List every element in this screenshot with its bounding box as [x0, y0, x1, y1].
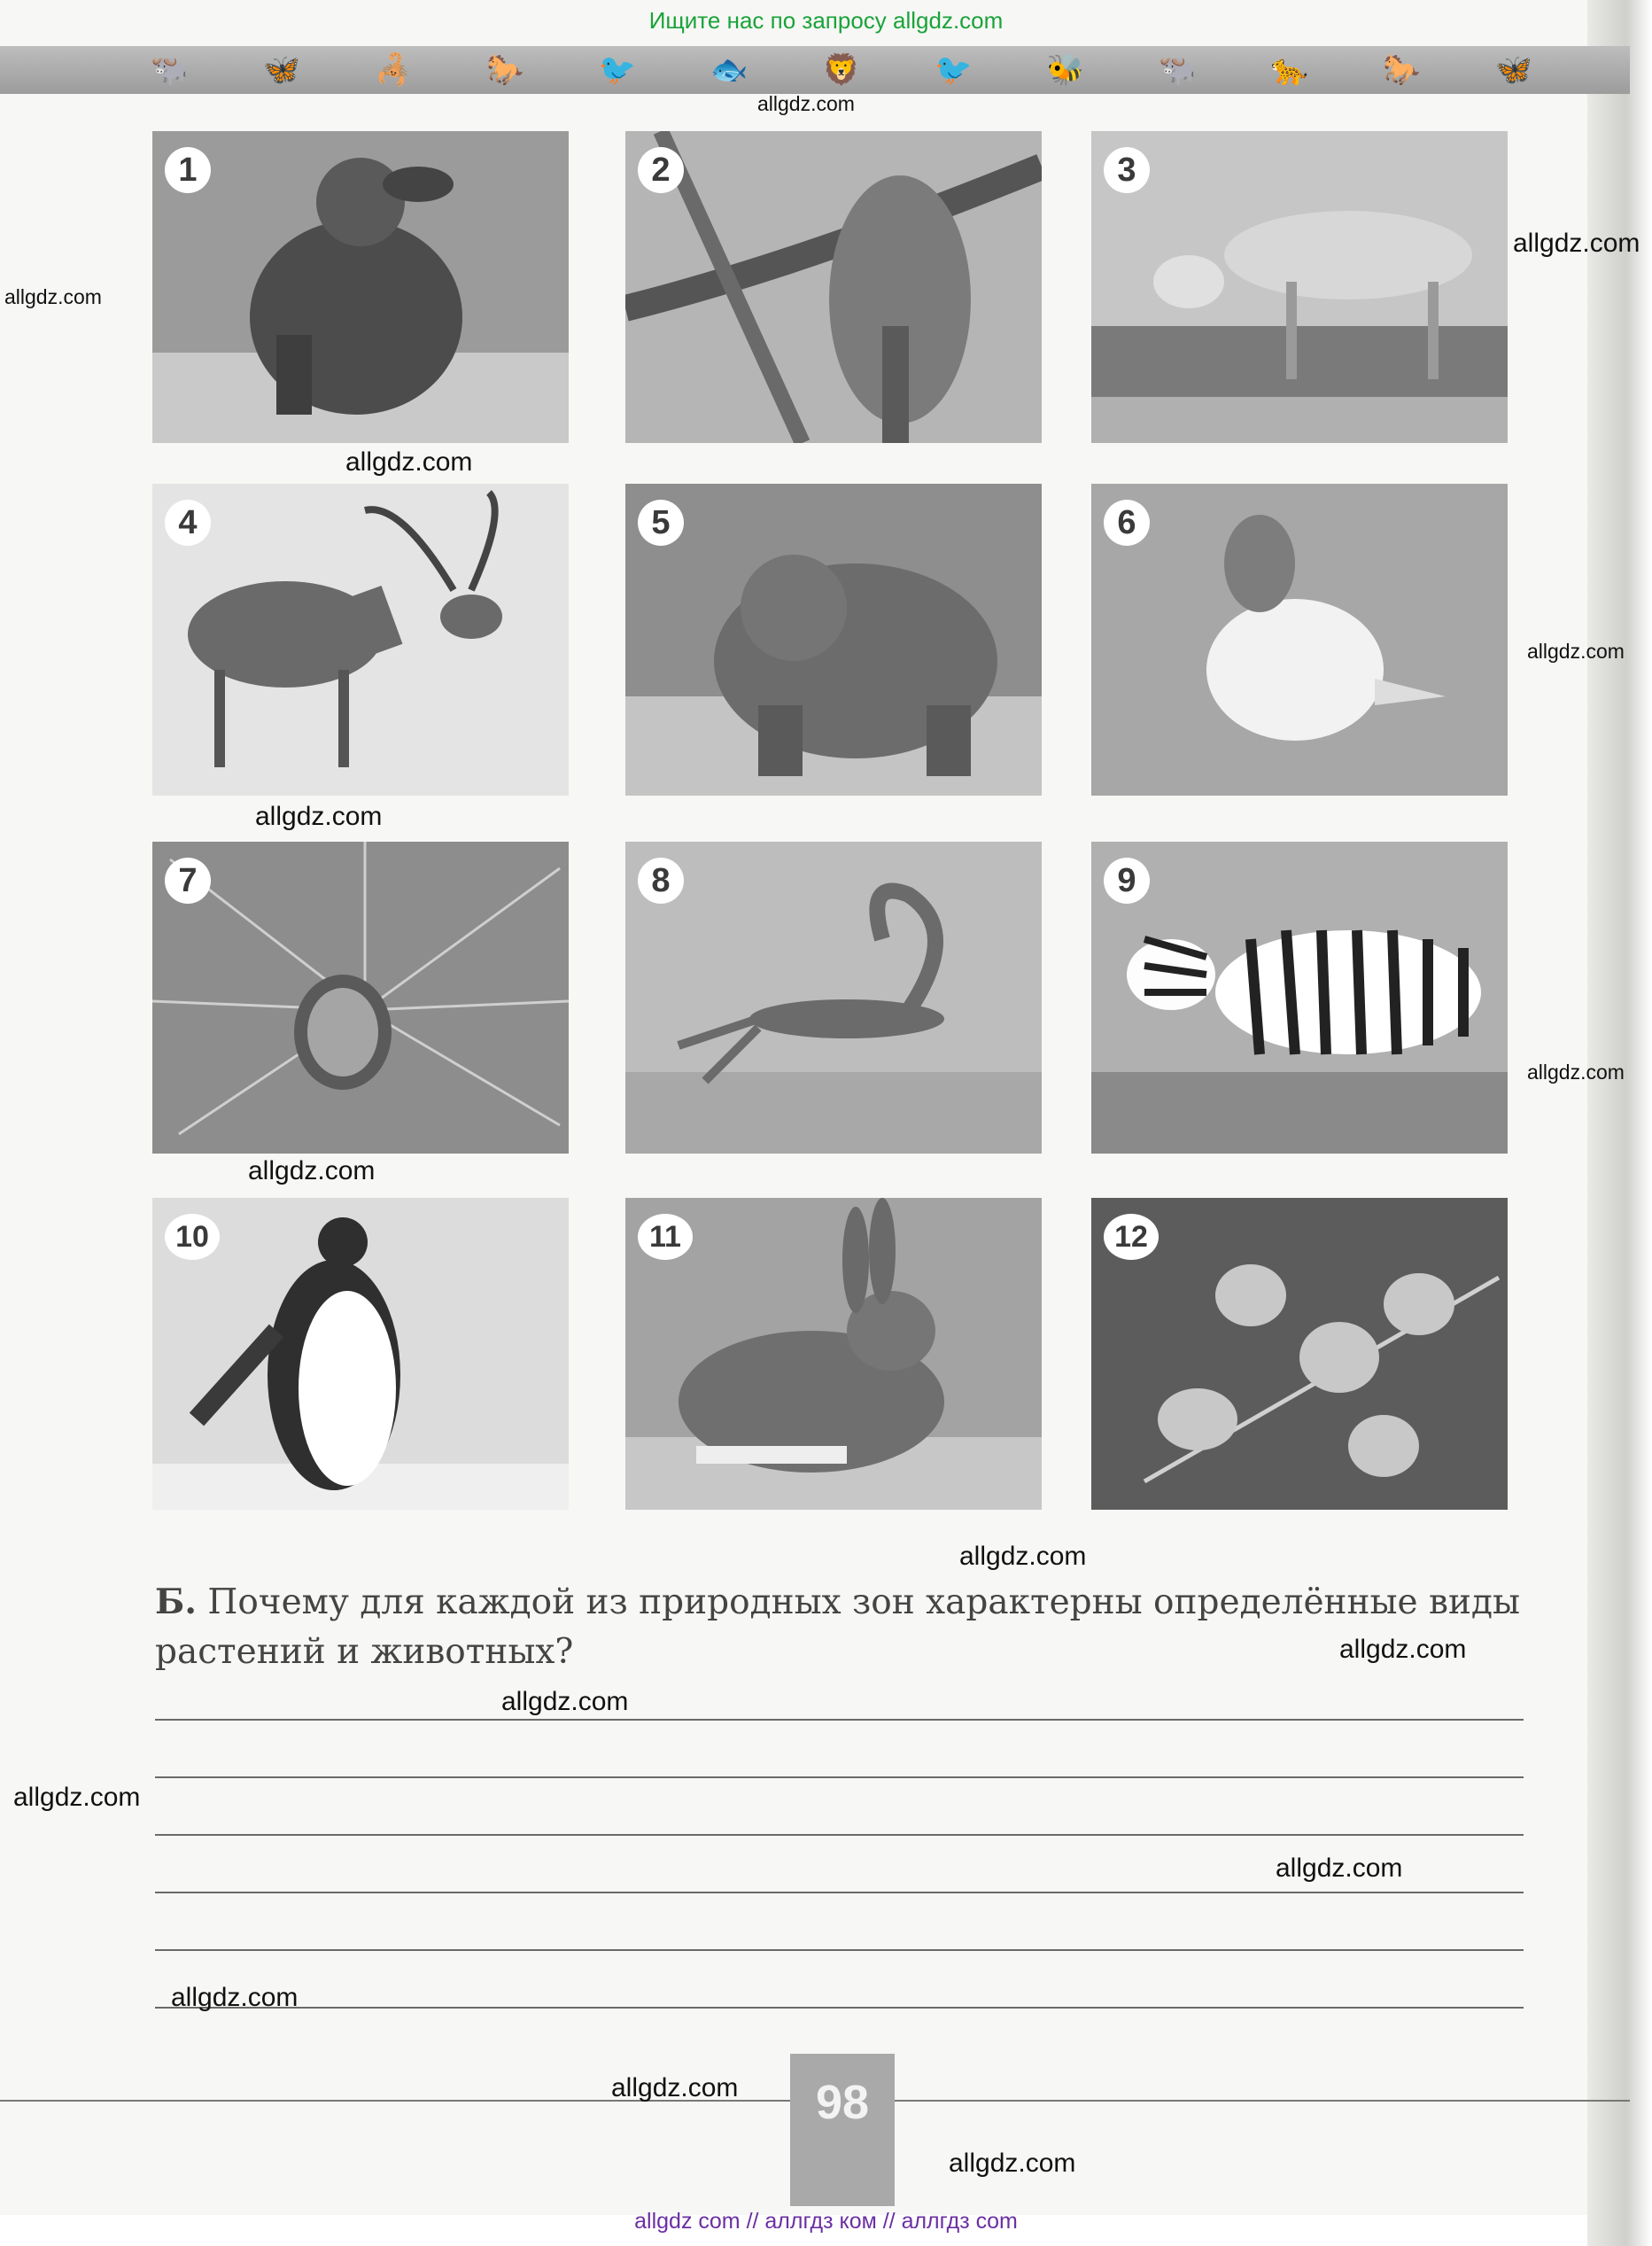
brown-bear-icon	[625, 484, 1042, 796]
photo-9	[1091, 842, 1508, 1154]
answer-line[interactable]	[155, 1776, 1524, 1778]
watermark: allgdz.com	[959, 1542, 1087, 1571]
watermark: allgdz.com	[13, 1783, 141, 1812]
butterfly-icon: 🦋	[1494, 52, 1532, 88]
watermark: allgdz.com	[1527, 1061, 1625, 1084]
photo-number: 12	[1104, 1214, 1159, 1260]
photo-number: 9	[1104, 858, 1150, 904]
orangutan-icon	[152, 131, 569, 443]
photo-number: 11	[638, 1214, 693, 1260]
photo-7	[152, 842, 569, 1154]
photo-4	[152, 484, 569, 796]
animal-banner	[0, 46, 1630, 94]
photo-number: 7	[165, 858, 211, 904]
scorpion-icon	[625, 842, 1042, 1154]
watermark: allgdz.com	[1339, 1635, 1467, 1664]
horse-icon: 🐎	[1383, 52, 1421, 88]
watermark: allgdz.com	[345, 447, 473, 477]
search-hint-link[interactable]: Ищите нас по запросу allgdz.com	[648, 7, 1004, 34]
answer-line[interactable]	[155, 1834, 1524, 1836]
photo-3	[1091, 131, 1508, 443]
bison-icon: 🐃	[151, 52, 189, 88]
reindeer-icon	[152, 484, 569, 796]
photo-12	[1091, 1198, 1508, 1510]
bird-icon: 🐦	[598, 52, 637, 88]
photo-10	[152, 1198, 569, 1510]
page-number: 98	[790, 2054, 895, 2206]
answer-line[interactable]	[155, 1949, 1524, 1951]
photo-6	[1091, 484, 1508, 796]
banana-palm-icon	[625, 131, 1042, 443]
photo-number: 5	[638, 500, 684, 546]
watermark: allgdz.com	[949, 2149, 1076, 2178]
photo-number: 4	[165, 500, 211, 546]
pine-branch-icon	[152, 842, 569, 1154]
photo-number: 3	[1104, 147, 1150, 193]
watermark: allgdz.com	[4, 285, 102, 308]
photo-number: 1	[165, 147, 211, 193]
watermark: allgdz.com	[248, 1156, 376, 1185]
answer-line[interactable]	[155, 2007, 1524, 2009]
answer-line[interactable]	[155, 1892, 1524, 1893]
bird-icon: 🐦	[935, 52, 973, 88]
bottom-link[interactable]: allgdz com // аллгдз ком // аллгдз com	[634, 2209, 1018, 2234]
watermark: allgdz.com	[501, 1687, 629, 1716]
watermark: allgdz.com	[1513, 229, 1640, 258]
question-b	[155, 1577, 1537, 1677]
bee-icon: 🐝	[1046, 52, 1085, 88]
scorpion-icon: 🦂	[374, 52, 413, 88]
butterfly-icon: 🦋	[262, 52, 300, 88]
question-letter: Б.	[155, 1582, 197, 1622]
photo-11	[625, 1198, 1042, 1510]
photo-number: 8	[638, 858, 684, 904]
zebra-icon	[1091, 842, 1508, 1154]
watermark: allgdz.com	[255, 802, 383, 831]
photo-number: 10	[165, 1214, 220, 1260]
photo-5	[625, 484, 1042, 796]
horse-icon: 🐎	[486, 52, 524, 88]
bison-icon: 🐃	[1159, 52, 1197, 88]
watermark: allgdz.com	[171, 1983, 299, 2012]
saiga-antelope-icon	[1091, 131, 1508, 443]
running-cat-icon: 🐆	[1270, 52, 1309, 88]
watermark: allgdz.com	[1527, 640, 1625, 663]
answer-line[interactable]	[155, 1719, 1524, 1721]
watermark: allgdz.com	[1276, 1854, 1403, 1883]
watermark: allgdz.com	[611, 2073, 739, 2102]
fish-icon: 🐟	[710, 52, 748, 88]
photo-2	[625, 131, 1042, 443]
lion-icon: 🦁	[822, 52, 861, 88]
watermark: allgdz.com	[757, 92, 855, 115]
photo-number: 2	[638, 147, 684, 193]
photo-1	[152, 131, 569, 443]
ptarmigan-icon	[1091, 484, 1508, 796]
photo-number: 6	[1104, 500, 1150, 546]
page-edge-shadow	[1587, 0, 1652, 2246]
question-text: Почему для каждой из природных зон характерны определённые виды растений и животных?	[155, 1582, 1521, 1672]
photo-8	[625, 842, 1042, 1154]
